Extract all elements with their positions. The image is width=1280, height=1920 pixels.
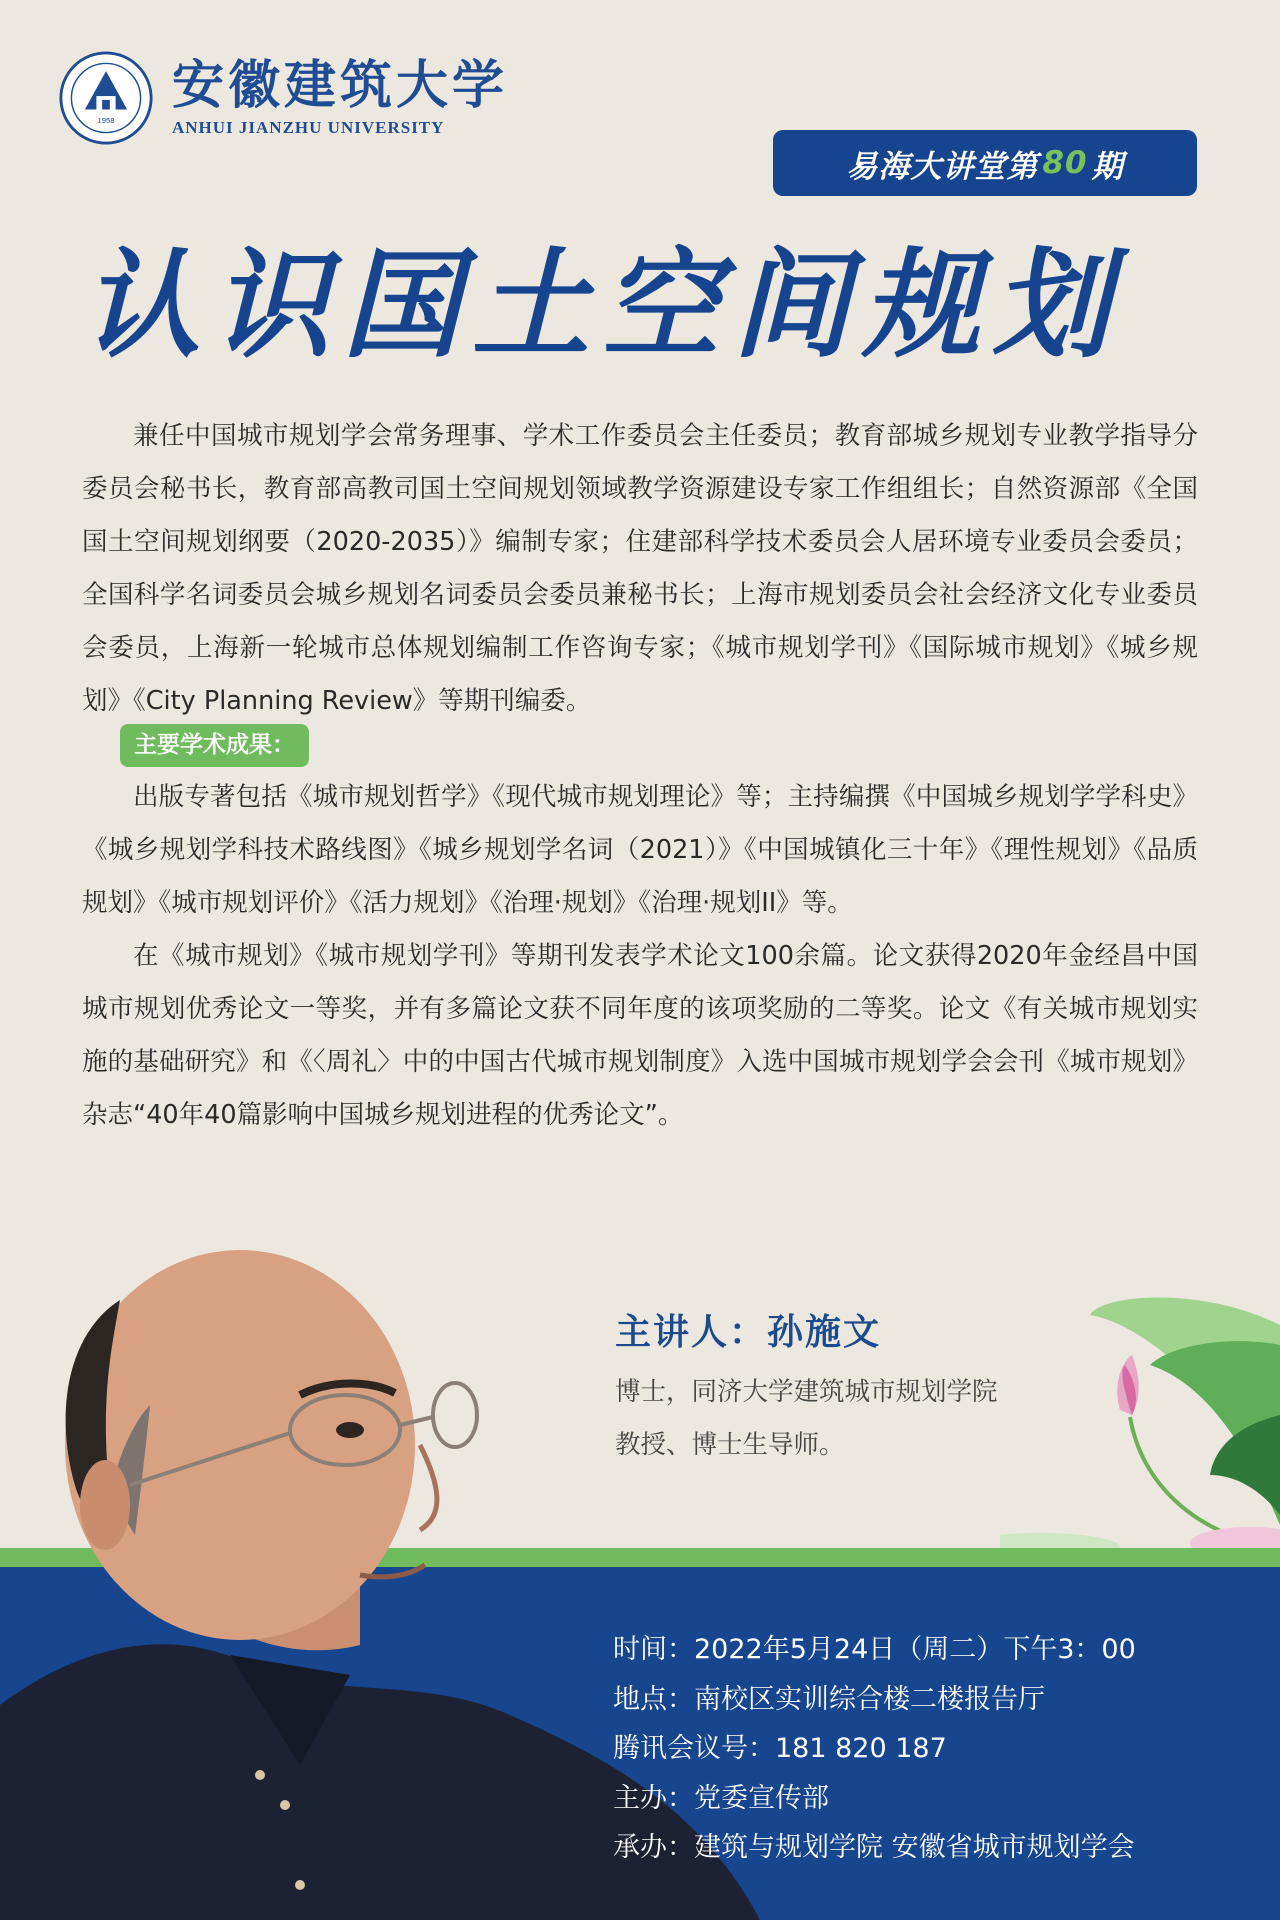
university-name-cn: 安徽建筑大学 [172, 55, 509, 116]
speaker-name: 主讲人：孙施文 [615, 1312, 882, 1353]
speaker-info-line: 教授、博士生导师。 [615, 1430, 845, 1460]
achievements-paragraph-2: 在《城市规划》《城市规划学刊》等期刊发表学术论文100余篇。论文获得2020年金经昌中国城市规划优秀论文一等奖，并有多篇论文获不同年度的该项奖励的二等奖。论文《有关城市规划实施的基础研究》和《〈周礼〉中的中国古代城市规划制度》入选中国城市规划学会会刊《城市规划》杂志“40年40篇影响中国城乡规划进程的优秀论文”。 [82, 941, 1198, 1130]
speaker-bio: 兼任中国城市规划学会常务理事、学术工作委员会主任委员；教育部城乡规划专业教学指导分委员会秘书长，教育部高教司国土空间规划领域教学资源建设专家工作组组长；自然资源部《全国国土空间规划纲要（2020-2035）》编制专家；住建部科学技术委员会人居环境专业委员会委员；全国科学名词委员会城乡规划名词委员会委员兼秘书长；上海市规划委员会社会经济文化专业委员会委员，上海新一轮城市总体规划编制工作咨询专家；《城市规划学刊》《国际城市规划》《城乡规划》《City Planning Review》等期刊编委。 [82, 421, 1198, 716]
lecture-title: 认识国土空间规划 [82, 236, 1123, 374]
seal-year: 1958 [97, 115, 115, 125]
leaf-decoration-icon [1000, 1285, 1280, 1575]
event-time: 时间：2022年5月24日（周二）下午3：00 [613, 1634, 1136, 1665]
lecture-series-badge [773, 130, 1197, 196]
speaker-info-line: 博士，同济大学建筑城市规划学院 [615, 1377, 998, 1407]
university-seal-icon [58, 50, 154, 146]
achievements-paragraph-1: 出版专著包括《城市规划哲学》《现代城市规划理论》等；主持编撰《中国城乡规划学学科史》《城乡规划学科技术路线图》《城乡规划学名词（2021）》《中国城镇化三十年》《理性规划》《品质规划》《城市规划评价》《活力规划》《治理·规划》《治理·规划II》等。 [82, 782, 1198, 918]
tencent-meeting-id: 腾讯会议号：181 820 187 [613, 1733, 947, 1764]
university-logo [58, 50, 508, 146]
event-host: 主办：党委宣传部 [613, 1782, 829, 1814]
achievements-heading: 主要学术成果： [120, 724, 309, 767]
event-details [613, 1625, 1136, 1873]
badge-suffix: 期 [1091, 148, 1124, 185]
badge-prefix: 易海大讲堂第 [846, 148, 1039, 185]
badge-number: 80 [1042, 145, 1088, 181]
event-organizer: 承办：建筑与规划学院 安徽省城市规划学会 [613, 1832, 1135, 1863]
event-location: 地点：南校区实训综合楼二楼报告厅 [613, 1683, 1045, 1715]
university-name-en: ANHUI JIANZHU UNIVERSITY [172, 118, 445, 137]
